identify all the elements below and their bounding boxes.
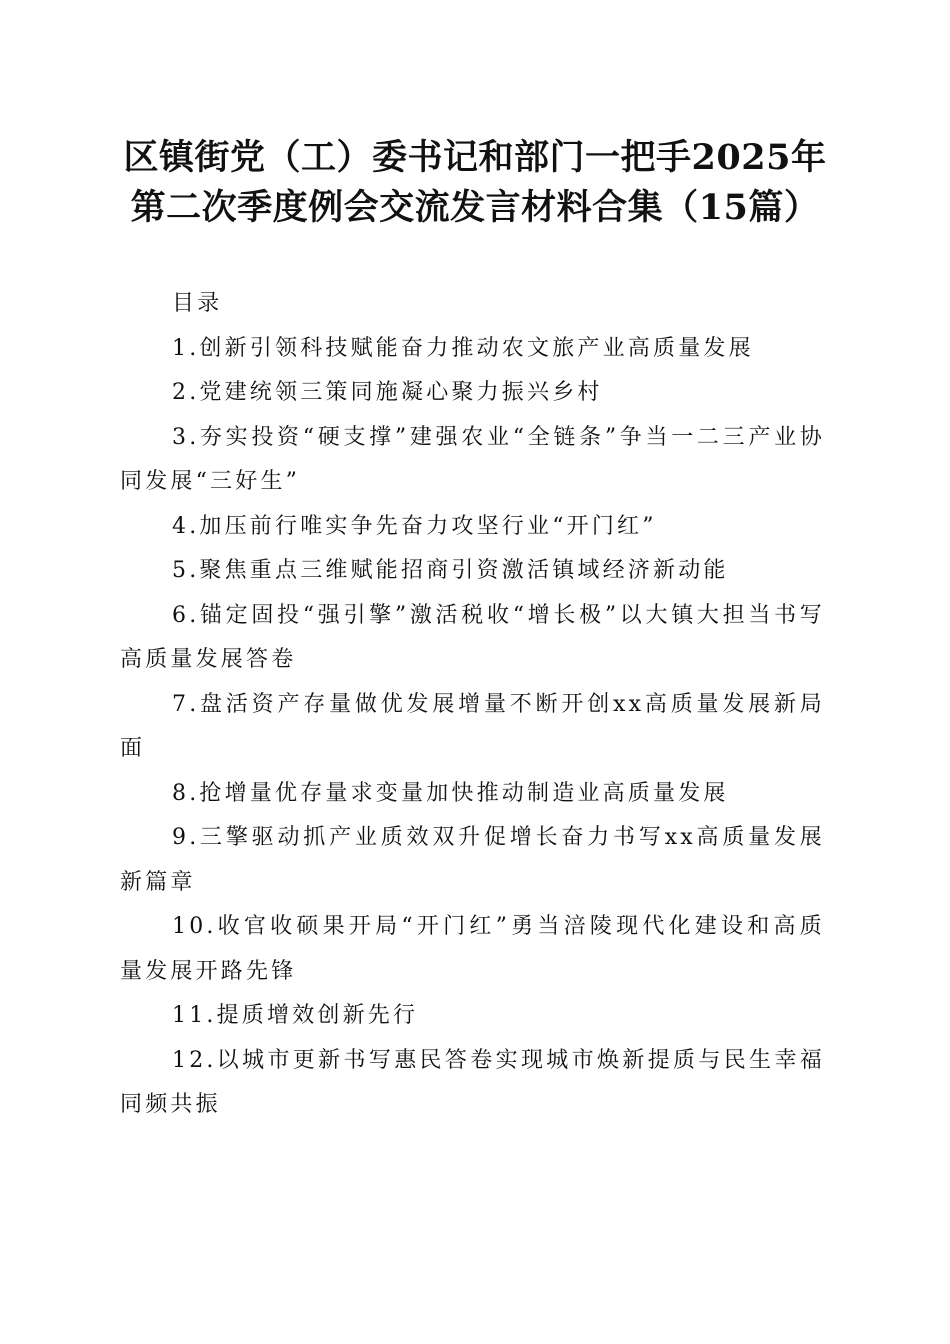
toc-item-8: 8.抢增量优存量求变量加快推动制造业高质量发展	[172, 780, 729, 806]
toc-item-7: 7.盘活资产存量做优发展增量不断开创xx高质量发展新局面	[120, 691, 825, 761]
toc-item-11: 11.提质增效创新先行	[172, 1003, 419, 1028]
toc-item-9: 9.三擎驱动抓产业质效双升促增长奋力书写xx高质量发展新篇章	[120, 825, 825, 895]
toc-heading: 目录	[172, 291, 223, 316]
toc-item-3: 3.夯实投资“硬支撑”建强农业“全链条”争当一二三产业协同发展“三好生”	[120, 424, 825, 494]
table-of-contents	[120, 282, 825, 1128]
title-line-1: 区镇街党（工）委书记和部门一把手2025年	[123, 137, 827, 178]
toc-item-5: 5.聚焦重点三维赋能招商引资激活镇域经济新动能	[172, 558, 729, 583]
toc-item-1: 1.创新引领科技赋能奋力推动农文旅产业高质量发展	[172, 335, 754, 361]
toc-item-12: 12.以城市更新书写惠民答卷实现城市焕新提质与民生幸福同频共振	[120, 1047, 825, 1117]
toc-item-10: 10.收官收硕果开局“开门红”勇当涪陵现代化建设和高质量发展开路先锋	[120, 914, 825, 984]
toc-item-6: 6.锚定固投“强引擎”激活税收“增长极”以大镇大担当书写高质量发展答卷	[120, 602, 825, 672]
toc-item-2: 2.党建统领三策同施凝心聚力振兴乡村	[172, 380, 603, 405]
title-line-2: 第二次季度例会交流发言材料合集（15篇）	[130, 187, 820, 228]
document-title	[100, 133, 850, 233]
toc-item-4: 4.加压前行唯实争先奋力攻坚行业“开门红”	[172, 513, 657, 539]
